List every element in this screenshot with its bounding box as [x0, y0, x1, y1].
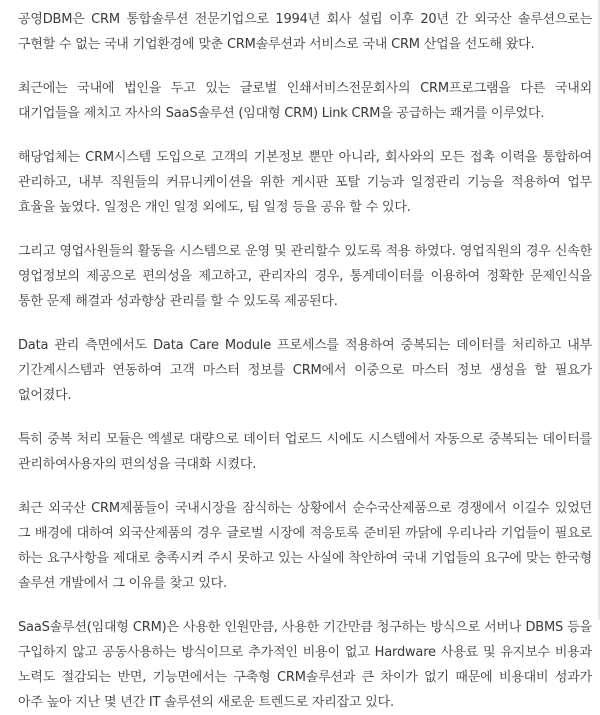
paragraph-data-care: Data 관리 측면에서도 Data Care Module 프로세스를 적용하여 중복되는 데이터를 처리하고 내부 기간계시스템과 연동하여 고객 마스터 정보를 CRM에서 이중으로 마스터 정보 생성을 할 필요가 없어졌다. [18, 338, 592, 403]
paragraph-domestic-competition: 최근 외국산 CRM제품들이 국내시장을 잠식하는 상황에서 순수국산제품으로 경쟁에서 이길수 있었던 그 배경에 대하여 외국산제품의 경우 글로벌 시장에 적응토록 준비된 까닭에 우리나라 기업들이 필요로 하는 요구사항을 제대로 충족시켜 주시 못하고 있는 사실에 착안하여 국내 기업들의 요구에 맞는 한국형 솔루션 개발에서 그 이유를 찾고 있다. [18, 501, 592, 591]
paragraph-duplicate-handling: 특히 중복 처리 모듈은 엑셀로 대량으로 데이터 업로드 시에도 시스템에서 자동으로 중복되는 데이터를 관리하여사용자의 편의성을 극대화 시켰다. [18, 432, 592, 472]
paragraph-crm-features: 해당업체는 CRM시스템 도입으로 고객의 기본정보 뿐만 아니라, 회사와의 모든 접촉 이력을 통합하여 관리하고, 내부 직원들의 커뮤니케이션을 위한 게시판 포탈 기능과 일정관리 기능을 적용하여 업무 효율을 높였다. 일정은 개인 일정 외에도, 팀 일정 등을 공유 할 수 있다. [18, 150, 592, 215]
paragraph-sales-management: 그리고 영업사원들의 활동을 시스템으로 운영 및 관리할수 있도록 적용 하였다. 영업직원의 경우 신속한 영업정보의 제공으로 편의성을 제고하고, 관리자의 경우, 통계데이터를 이용하여 정확한 문제인식을 통한 문제 해결과 성과향상 관리를 할 수 있도록 제공된다. [18, 244, 592, 309]
paragraph-recent-contract: 최근에는 국내에 법인을 두고 있는 글로벌 인쇄서비스전문회사의 CRM프로그램을 다른 국내외 대기업들을 제치고 자사의 SaaS솔루션 (임대형 CRM) Link CRM을 공급하는 쾌거를 이루었다. [18, 81, 592, 121]
paragraph-intro: 공영DBM은 CRM 통합솔루션 전문기업으로 1994년 회사 설립 이후 20년 간 외국산 솔루션으로는 구현할 수 없는 국내 기업환경에 맞춘 CRM솔루션과 서비스로 국내 CRM 산업을 선도해 왔다. [18, 12, 592, 52]
paragraph-saas-solution: SaaS솔루션(임대형 CRM)은 사용한 인원만큼, 사용한 기간만큼 청구하는 방식으로 서버나 DBMS 등을 구입하지 않고 공동사용하는 방식이므로 추가적인 비용이 없고 Hardware 사용료 및 유지보수 비용과 노력도 절감되는 반면, 기능면에서는 구축형 CRM솔루션과 큰 차이가 없기 때문에 비용대비 성과가 아주 높아 지난 몇 년간 IT 솔루션의 새로운 트렌드로 자리잡고 있다. [18, 620, 592, 710]
